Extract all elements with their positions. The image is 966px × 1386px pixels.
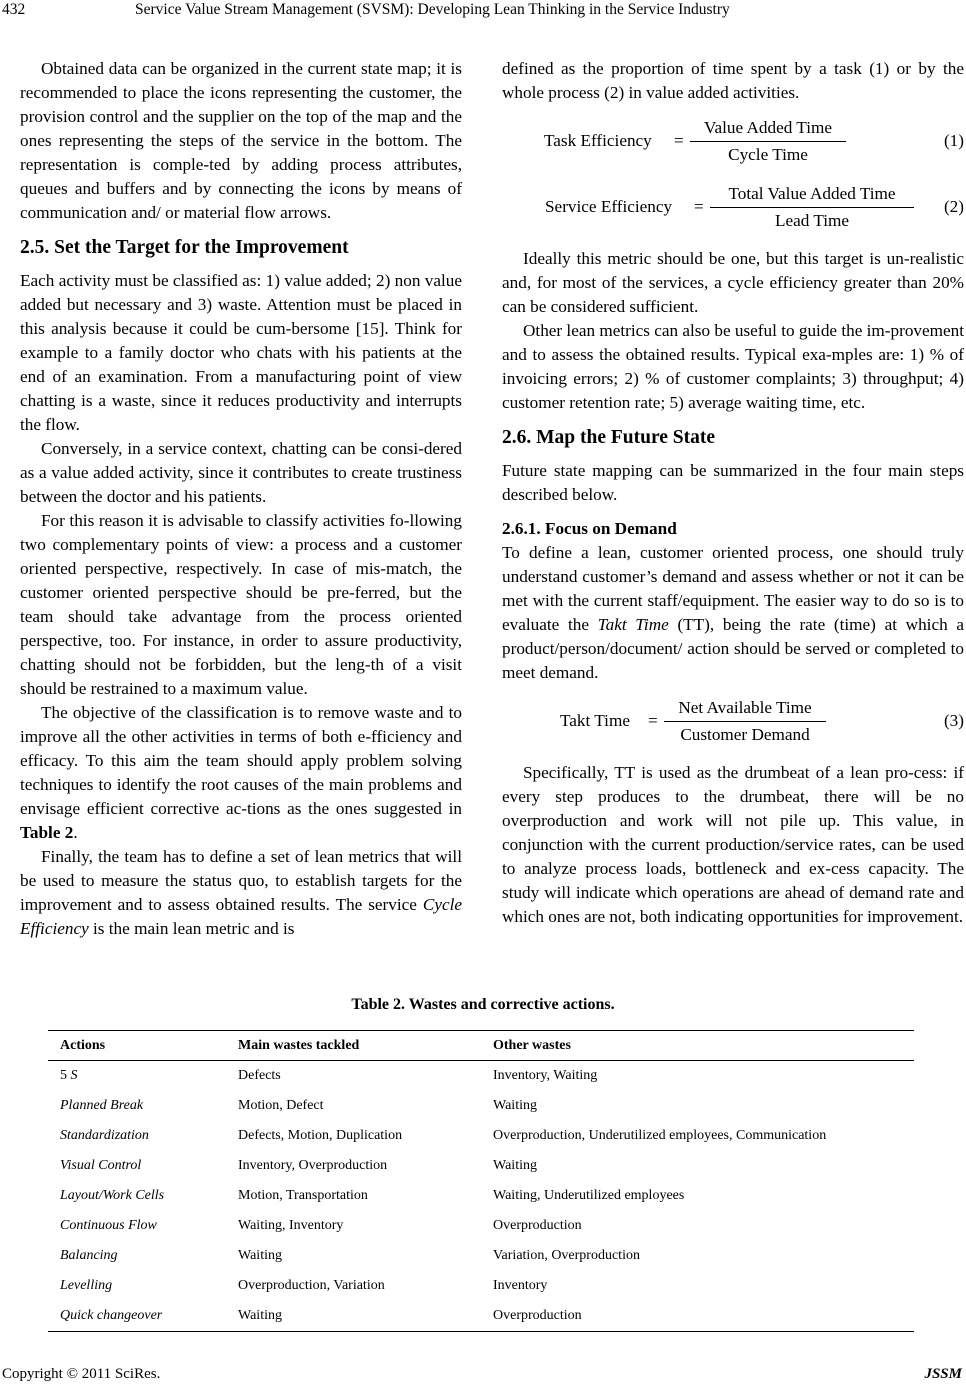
action-cell: Balancing (60, 1248, 118, 1263)
paragraph: Finally, the team has to define a set of lean metrics that will be used to measure the status quo, to establish targets for the improvement and to assess obtained results. The service Cycle Efficiency is the main lean metric and is (20, 847, 462, 938)
main-wastes-cell: Defects (238, 1068, 281, 1083)
other-wastes-cell: Inventory (493, 1278, 548, 1293)
other-wastes-cell: Variation, Overproduction (493, 1248, 640, 1263)
action-cell: 5 S (60, 1068, 78, 1083)
other-wastes-cell: Overproduction (481, 1301, 914, 1332)
paragraph: Conversely, in a service context, chatting can be consi-dered as a value added activity, since it contributes to create trustiness between the doctor and his patients. (20, 439, 462, 506)
numerator: Net Available Time (678, 698, 812, 717)
fraction (664, 695, 826, 748)
denominator: Customer Demand (664, 721, 826, 748)
denominator: Lead Time (710, 207, 914, 234)
paragraph: Specifically, TT is used as the drumbeat of a lean pro-cess: if every step produces to the drumbeat, there will be no overproduction and work will not pile up. This value, in conjunction with the current production/service rates, can be used to analyze process loads, bottleneck and ex-cess capacity. The study will indicate which operations are ahead of demand rate and which ones are not, both indicating opportunities for improvement. (502, 763, 964, 926)
main-wastes-cell: Overproduction, Variation (238, 1278, 385, 1293)
equation-lhs: Task Efficiency (544, 131, 652, 150)
equals-sign: = (674, 131, 684, 150)
main-wastes-cell: Motion, Transportation (238, 1188, 368, 1203)
numerator: Total Value Added Time (728, 184, 896, 203)
paragraph: The objective of the classification is to remove waste and to improve all the other activities in terms of both e-fficiency and efficacy. To this aim the team should apply problem solving techniques to identify the root causes of the main problems and envisage efficient corrective ac-tions as the ones suggested in Table 2. (20, 703, 462, 842)
fraction (710, 181, 914, 234)
table-row (48, 1211, 914, 1241)
equation-lhs: Takt Time (560, 711, 630, 730)
section-heading-2-6: 2.6. Map the Future State (502, 427, 716, 448)
action-cell: Planned Break (60, 1098, 144, 1113)
table-row (48, 1091, 914, 1121)
equation-number: (2) (943, 197, 964, 216)
equation-number: (1) (943, 131, 964, 150)
paragraph: Each activity must be classified as: 1) value added; 2) non value added but necessary and 3) waste. Attention must be placed in this analysis because it could be cum-bersome [15]. Think for example to a family doctor who chats with his patients at the end of an examination. From a manufacturing point of view chatting is a waste, since it reduces productivity and interrupts the flow. (20, 271, 462, 434)
emphasis-takt-time: Takt Time (597, 615, 669, 634)
other-wastes-cell: Overproduction, Underutilized employees, Communication (493, 1128, 827, 1143)
paragraph: Obtained data can be organized in the current state map; it is recommended to place the icons representing the customer, the provision control and the supplier on the top of the map and the ones representing the steps of the service in the bottom. The representation is comple-ted by adding process attributes, queues and buffers and by connecting the icons by means of communication and/ or material flow arrows. (20, 59, 462, 222)
journal-abbrev: JSSM (924, 1366, 962, 1382)
action-cell: Layout/Work Cells (60, 1188, 165, 1203)
right-column (502, 57, 964, 929)
main-wastes-cell: Motion, Defect (238, 1098, 324, 1113)
table-reference-link[interactable]: Table 2 (20, 823, 74, 842)
action-cell: Levelling (60, 1278, 113, 1293)
table-row (48, 1271, 914, 1301)
paragraph: Ideally this metric should be one, but this target is un-realistic and, for most of the services, a cycle efficiency greater than 20% can be considered sufficient. (502, 249, 964, 316)
copyright: Copyright © 2011 SciRes. (2, 1366, 161, 1382)
equation-number: (3) (943, 711, 964, 730)
equation-2 (502, 181, 964, 233)
equation-lhs: Service Efficiency (545, 197, 673, 216)
column-header: Other wastes (481, 1031, 914, 1061)
equals-sign: = (694, 197, 704, 216)
paragraph: To define a lean, customer oriented process, one should truly understand customer’s demand and assess whether or not it can be met with the current staff/equipment. The easier way to do so is to evaluate the Takt Time (TT), being the rate (time) at which a product/person/document/ action should be served or completed to meet demand. (502, 543, 964, 682)
main-wastes-cell: Inventory, Overproduction (238, 1158, 388, 1173)
paragraph: defined as the proportion of time spent by a task (1) or by the whole process (2) in value added activities. (502, 59, 964, 102)
main-wastes-cell: Defects, Motion, Duplication (238, 1128, 403, 1143)
running-header (0, 0, 966, 22)
table-row (48, 1061, 914, 1092)
column-header: Actions (48, 1031, 226, 1061)
table-row (48, 1121, 914, 1151)
other-wastes-cell: Waiting, Underutilized employees (493, 1188, 685, 1203)
other-wastes-cell: Inventory, Waiting (493, 1068, 598, 1083)
action-cell: Continuous Flow (60, 1218, 157, 1233)
numerator: Value Added Time (704, 118, 832, 137)
action-cell: Visual Control (60, 1158, 142, 1173)
table-row (48, 1181, 914, 1211)
main-wastes-cell: Waiting (238, 1248, 282, 1263)
denominator: Cycle Time (690, 141, 846, 168)
table-row (48, 1151, 914, 1181)
section-heading-2-5: 2.5. Set the Target for the Improvement (20, 237, 349, 258)
main-wastes-cell: Waiting (226, 1301, 481, 1332)
paragraph: Future state mapping can be summarized in the four main steps described below. (502, 461, 964, 504)
paragraph: For this reason it is advisable to classify activities fo-llowing two complementary points of view: a process and a customer oriented perspective, respectively. In case of mis-match, the customer oriented perspective should be pre-ferred, but the team should take advantage from the process oriented perspective, too. For instance, in order to assure productivity, chatting should not be forbidden, but the leng-th of a visit should be restrained to a maximum value. (20, 511, 462, 698)
table-caption: Table 2. Wastes and corrective actions. (351, 996, 615, 1013)
column-header: Main wastes tackled (226, 1031, 481, 1061)
page-number: 432 (2, 1, 26, 18)
action-cell: Quick changeover (48, 1301, 226, 1332)
other-wastes-cell: Overproduction (493, 1218, 582, 1233)
equation-3 (502, 695, 964, 747)
wastes-table (48, 1030, 914, 1332)
equation-1 (502, 115, 964, 167)
table-header-row (48, 1031, 914, 1061)
emphasis-cycle-efficiency: Cycle Efficiency (20, 895, 462, 938)
running-title: Service Value Stream Management (SVSM): Developing Lean Thinking in the Service Industry (135, 1, 730, 18)
other-wastes-cell: Waiting (493, 1158, 537, 1173)
main-wastes-cell: Waiting, Inventory (238, 1218, 344, 1233)
other-wastes-cell: Waiting (493, 1098, 537, 1113)
table-row (48, 1241, 914, 1271)
fraction (690, 115, 846, 168)
action-cell: Standardization (60, 1128, 149, 1143)
table-row (48, 1301, 914, 1332)
subsection-heading-2-6-1: 2.6.1. Focus on Demand (502, 519, 677, 538)
equals-sign: = (648, 711, 658, 730)
left-column (20, 57, 462, 941)
paragraph: Other lean metrics can also be useful to guide the im-provement and to assess the obtained results. Typical exa-mples are: 1) % of invoicing errors; 2) % of customer complaints; 3) throughput; 4) customer retention rate; 5) average waiting time, etc. (502, 321, 965, 412)
